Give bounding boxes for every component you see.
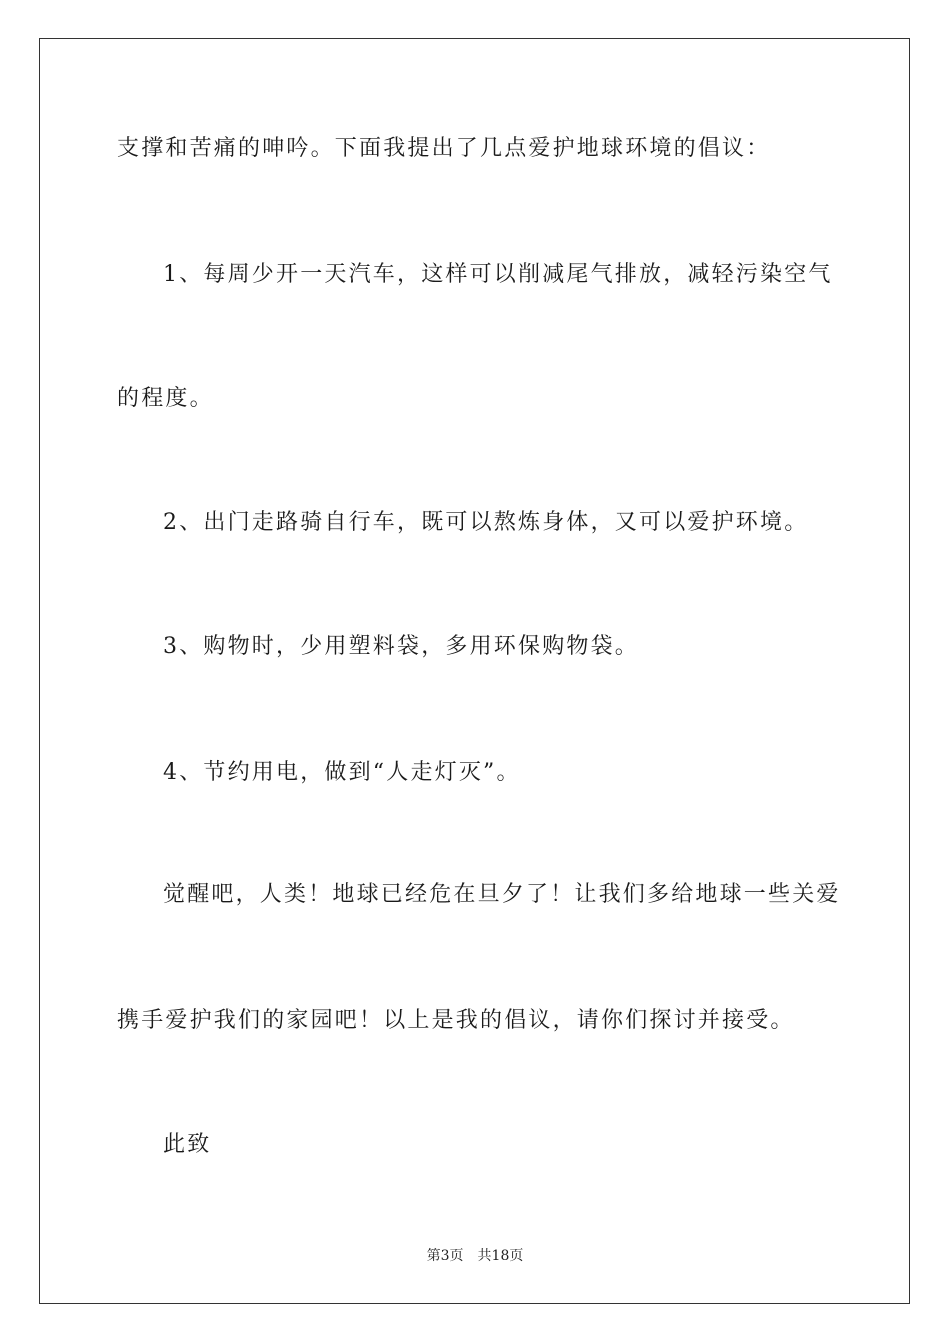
text-line-item1-start: 1、每周少开一天汽车，这样可以削减尾气排放，减轻污染空气 — [163, 262, 833, 287]
text-line-item2: 2、出门走路骑自行车，既可以熬炼身体，又可以爱护环境。 — [163, 510, 809, 535]
text-line-item4: 4、节约用电，做到“人走灯灭”。 — [163, 760, 521, 785]
text-line-item1-end: 的程度。 — [117, 386, 214, 411]
page-footer — [0, 1246, 950, 1266]
page-number-label: 第3页 — [426, 1248, 464, 1264]
text-line-closing-end: 携手爱护我们的家园吧！以上是我的倡议，请你们探讨并接受。 — [117, 1008, 795, 1033]
text-line-item3: 3、购物时，少用塑料袋，多用环保购物袋。 — [163, 634, 639, 659]
total-pages-label: 共18页 — [477, 1248, 524, 1264]
text-line-closing-start: 觉醒吧，人类！地球已经危在旦夕了！让我们多给地球一些关爱 — [163, 882, 841, 907]
text-line-salutation: 此致 — [163, 1132, 212, 1157]
text-line-intro-end: 支撑和苦痛的呻吟。下面我提出了几点爱护地球环境的倡议： — [117, 136, 771, 161]
page-border — [39, 38, 910, 1304]
